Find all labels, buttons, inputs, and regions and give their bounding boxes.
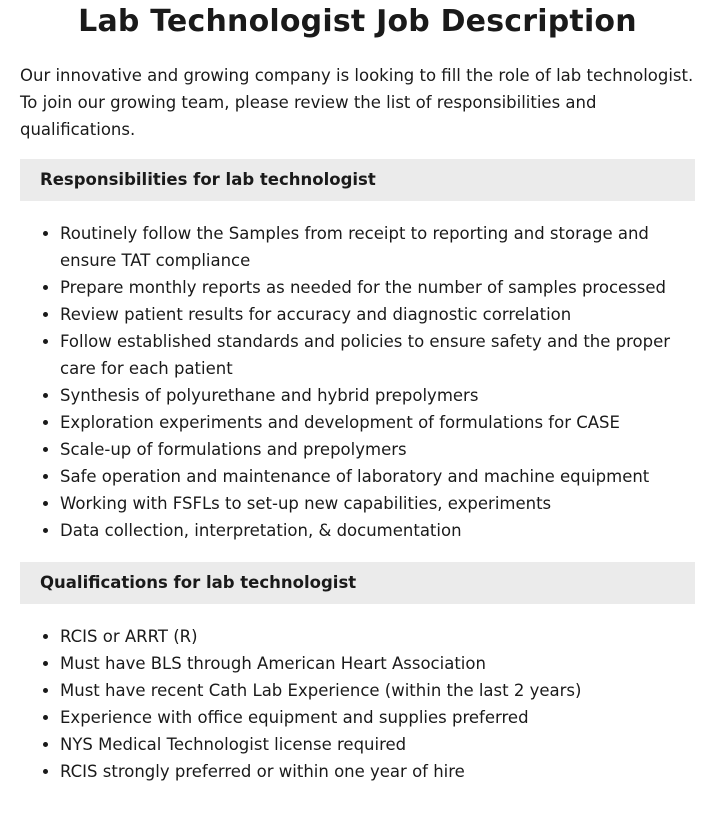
intro-paragraph: Our innovative and growing company is looking to fill the role of lab technologist. To join our growing team, please review the list of responsibilities and qualifications. bbox=[20, 66, 694, 139]
responsibilities-heading: Responsibilities for lab technologist bbox=[20, 159, 695, 201]
list-item: • Synthesis of polyurethane and hybrid prepolymers bbox=[60, 382, 680, 409]
list-item: • Safe operation and maintenance of laboratory and machine equipment bbox=[60, 463, 680, 490]
list-item: • RCIS or ARRT (R) bbox=[60, 623, 680, 650]
qualifications-heading: Qualifications for lab technologist bbox=[20, 562, 695, 604]
list-item: • Prepare monthly reports as needed for the number of samples processed bbox=[60, 274, 680, 301]
list-item: • Routinely follow the Samples from receipt to reporting and storage and ensure TAT compliance bbox=[60, 220, 680, 274]
list-item: • Exploration experiments and development of formulations for CASE bbox=[60, 409, 680, 436]
list-item: • Experience with office equipment and supplies preferred bbox=[60, 704, 680, 731]
list-item: • Follow established standards and policies to ensure safety and the proper care for each patient bbox=[60, 328, 680, 382]
list-item: • Scale-up of formulations and prepolymers bbox=[60, 436, 680, 463]
responsibilities-list bbox=[20, 220, 680, 544]
list-item: • Working with FSFLs to set-up new capabilities, experiments bbox=[60, 490, 680, 517]
qualifications-list bbox=[20, 623, 680, 785]
list-item: • NYS Medical Technologist license required bbox=[60, 731, 680, 758]
list-item: • Must have BLS through American Heart Association bbox=[60, 650, 680, 677]
list-item: • Data collection, interpretation, & documentation bbox=[60, 517, 680, 544]
page-title: Lab Technologist Job Description bbox=[78, 4, 637, 39]
list-item: • Review patient results for accuracy and diagnostic correlation bbox=[60, 301, 680, 328]
list-item: • Must have recent Cath Lab Experience (within the last 2 years) bbox=[60, 677, 680, 704]
list-item: • RCIS strongly preferred or within one year of hire bbox=[60, 758, 680, 785]
